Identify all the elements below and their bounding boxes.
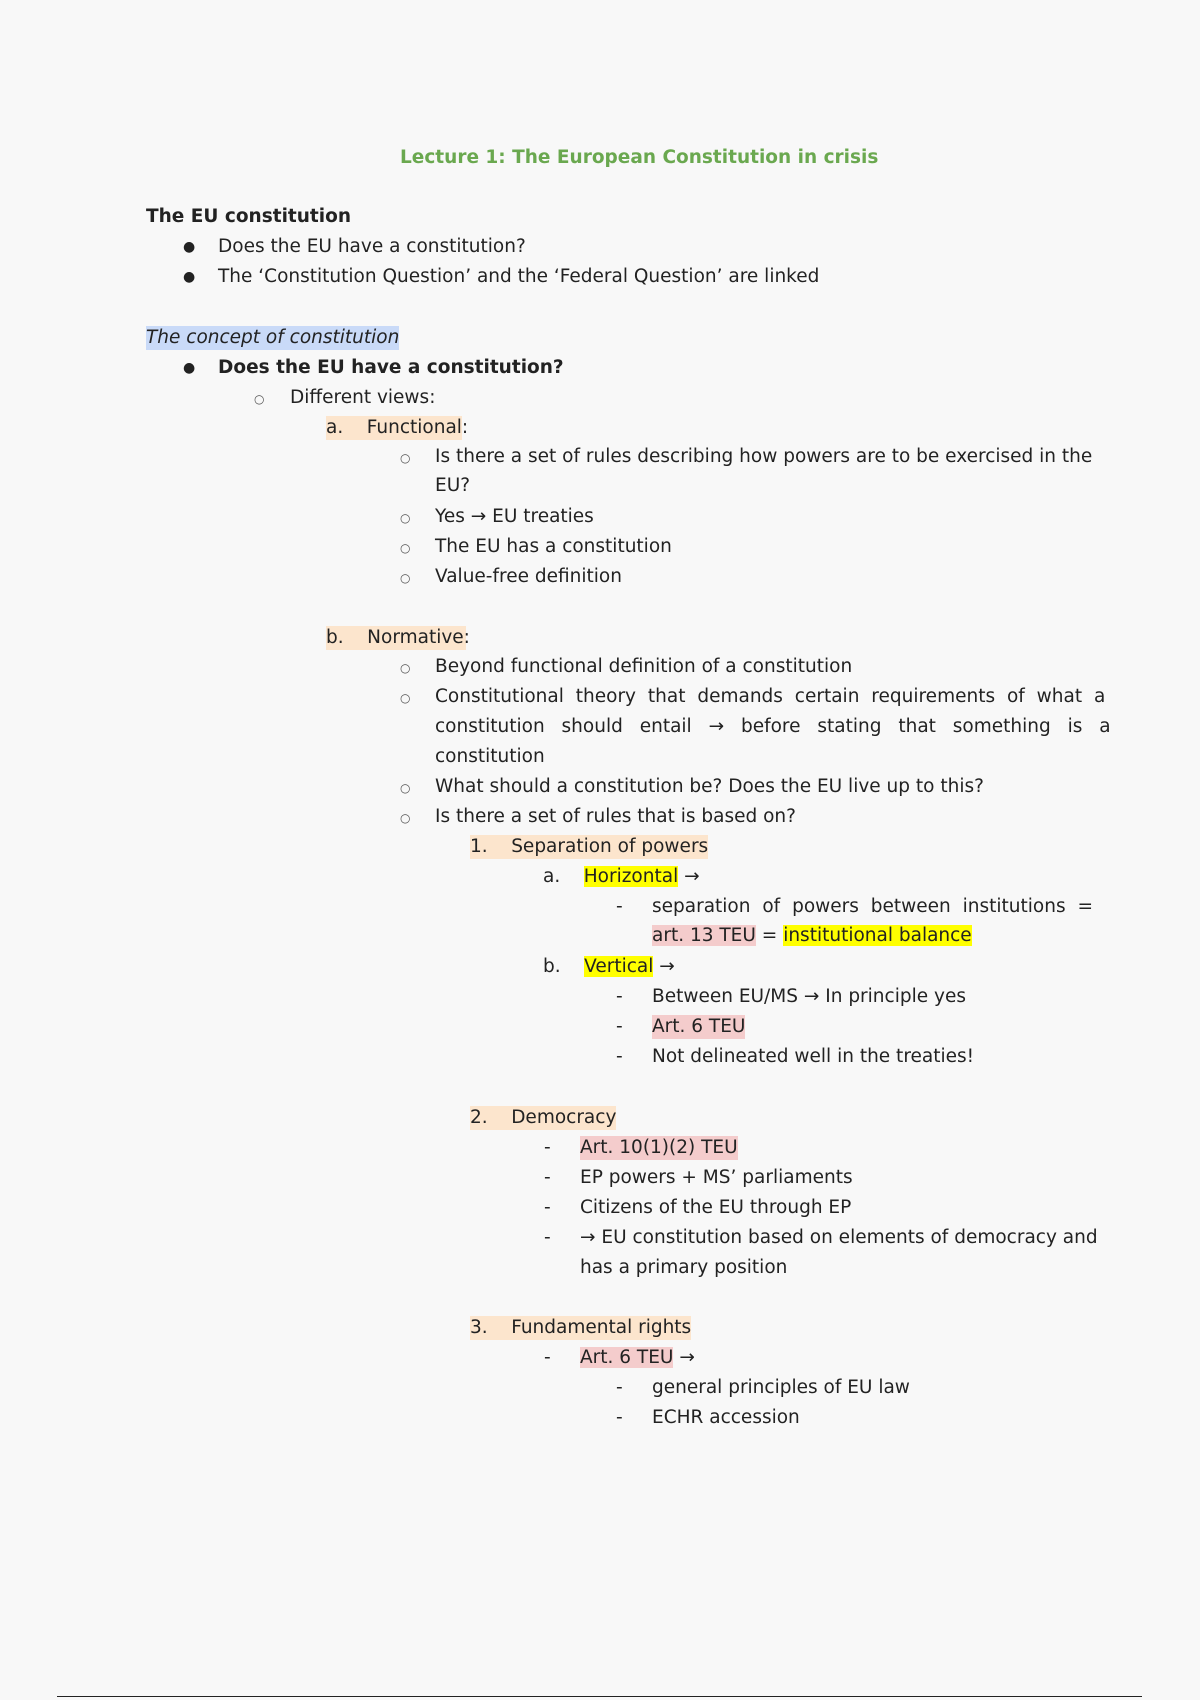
normative-heading bbox=[326, 626, 470, 650]
separation-label: Separation of powers bbox=[511, 836, 709, 857]
horizontal-label: Horizontal bbox=[583, 866, 679, 887]
dash-icon: - bbox=[616, 1046, 623, 1067]
list-item: → EU constitution based on elements of democracy and bbox=[580, 1227, 1098, 1248]
list-marker: 1. bbox=[470, 836, 488, 857]
list-item: Between EU/MS → In principle yes bbox=[652, 986, 966, 1007]
list-item: Citizens of the EU through EP bbox=[580, 1197, 852, 1218]
list-item: Is there a set of rules that is based on? bbox=[435, 806, 796, 827]
list-item: constitution bbox=[435, 746, 545, 767]
democracy-label: Democracy bbox=[511, 1107, 617, 1128]
arrow-icon: → bbox=[659, 956, 675, 977]
list-marker: b. bbox=[326, 627, 344, 648]
normative-label: Normative: bbox=[367, 627, 470, 648]
circle-bullet-icon: ○ bbox=[400, 811, 411, 825]
list-item: Not delineated well in the treaties! bbox=[652, 1046, 975, 1067]
list-marker: 3. bbox=[470, 1317, 488, 1338]
dash-icon: - bbox=[544, 1227, 551, 1248]
circle-bullet-icon: ○ bbox=[254, 392, 265, 406]
list-item: ECHR accession bbox=[652, 1407, 800, 1428]
dash-icon: - bbox=[616, 986, 623, 1007]
bullet-icon: ● bbox=[183, 360, 196, 376]
vertical-label: Vertical bbox=[584, 956, 654, 977]
circle-bullet-icon: ○ bbox=[400, 571, 411, 585]
list-item: separation of powers between institutions = bbox=[652, 896, 1093, 917]
list-item: The ‘Constitution Question’ and the ‘Federal Question’ are linked bbox=[218, 266, 820, 287]
dash-icon: - bbox=[544, 1197, 551, 1218]
list-item bbox=[580, 1346, 695, 1370]
bullet-icon: ● bbox=[183, 269, 196, 285]
equals-sign: = bbox=[755, 925, 784, 946]
circle-bullet-icon: ○ bbox=[400, 541, 411, 555]
list-item: Art. 10(1)(2) TEU bbox=[580, 1137, 738, 1158]
list-item: has a primary position bbox=[580, 1257, 788, 1278]
vertical-heading bbox=[543, 955, 675, 979]
question-heading: Does the EU have a constitution? bbox=[218, 357, 564, 378]
dash-icon: - bbox=[616, 896, 623, 917]
democracy-heading bbox=[470, 1106, 616, 1130]
list-marker: 2. bbox=[470, 1107, 488, 1128]
list-item: Does the EU have a constitution? bbox=[218, 236, 526, 257]
list-item: Beyond functional definition of a constitution bbox=[435, 656, 853, 677]
footer-rule bbox=[57, 1696, 1142, 1697]
circle-bullet-icon: ○ bbox=[400, 691, 411, 705]
separation-heading bbox=[470, 835, 708, 859]
list-item: Yes → EU treaties bbox=[435, 506, 594, 527]
list-item: The EU has a constitution bbox=[435, 536, 672, 557]
article-ref: art. 13 TEU bbox=[652, 925, 756, 946]
list-item bbox=[652, 924, 972, 948]
dash-icon: - bbox=[616, 1377, 623, 1398]
horizontal-heading bbox=[543, 865, 700, 889]
bullet-icon: ● bbox=[183, 239, 196, 255]
article-ref: Art. 6 TEU bbox=[580, 1347, 674, 1368]
section-heading-concept: The concept of constitution bbox=[146, 327, 400, 348]
list-item: EP powers + MS’ parliaments bbox=[580, 1167, 853, 1188]
functional-label: Functional: bbox=[366, 417, 469, 438]
list-marker: a. bbox=[543, 866, 561, 887]
dash-icon: - bbox=[544, 1347, 551, 1368]
list-item: Value-free definition bbox=[435, 566, 622, 587]
institutional-balance: institutional balance bbox=[783, 925, 972, 946]
list-item: EU? bbox=[435, 475, 471, 496]
section-heading-eu-constitution: The EU constitution bbox=[146, 206, 351, 227]
dash-icon: - bbox=[544, 1167, 551, 1188]
circle-bullet-icon: ○ bbox=[400, 781, 411, 795]
list-item: What should a constitution be? Does the EU live up to this? bbox=[435, 776, 984, 797]
dash-icon: - bbox=[616, 1016, 623, 1037]
views-label: Different views: bbox=[290, 387, 436, 408]
list-item: general principles of EU law bbox=[652, 1377, 910, 1398]
arrow-icon: → bbox=[679, 1347, 695, 1368]
page-title: Lecture 1: The European Constitution in crisis bbox=[400, 147, 879, 168]
list-marker: a. bbox=[326, 417, 344, 438]
rights-heading bbox=[470, 1316, 691, 1340]
arrow-icon: → bbox=[684, 866, 700, 887]
list-item: Is there a set of rules describing how powers are to be exercised in the bbox=[435, 446, 1093, 467]
rights-label: Fundamental rights bbox=[511, 1317, 692, 1338]
list-item: Art. 6 TEU bbox=[652, 1016, 746, 1037]
dash-icon: - bbox=[544, 1137, 551, 1158]
list-item: Constitutional theory that demands certain requirements of what a bbox=[435, 686, 1106, 707]
functional-heading bbox=[326, 416, 469, 440]
circle-bullet-icon: ○ bbox=[400, 511, 411, 525]
list-marker: b. bbox=[543, 956, 561, 977]
dash-icon: - bbox=[616, 1407, 623, 1428]
circle-bullet-icon: ○ bbox=[400, 661, 411, 675]
list-item: constitution should entail → before stating that something is a bbox=[435, 716, 1111, 737]
circle-bullet-icon: ○ bbox=[400, 451, 411, 465]
